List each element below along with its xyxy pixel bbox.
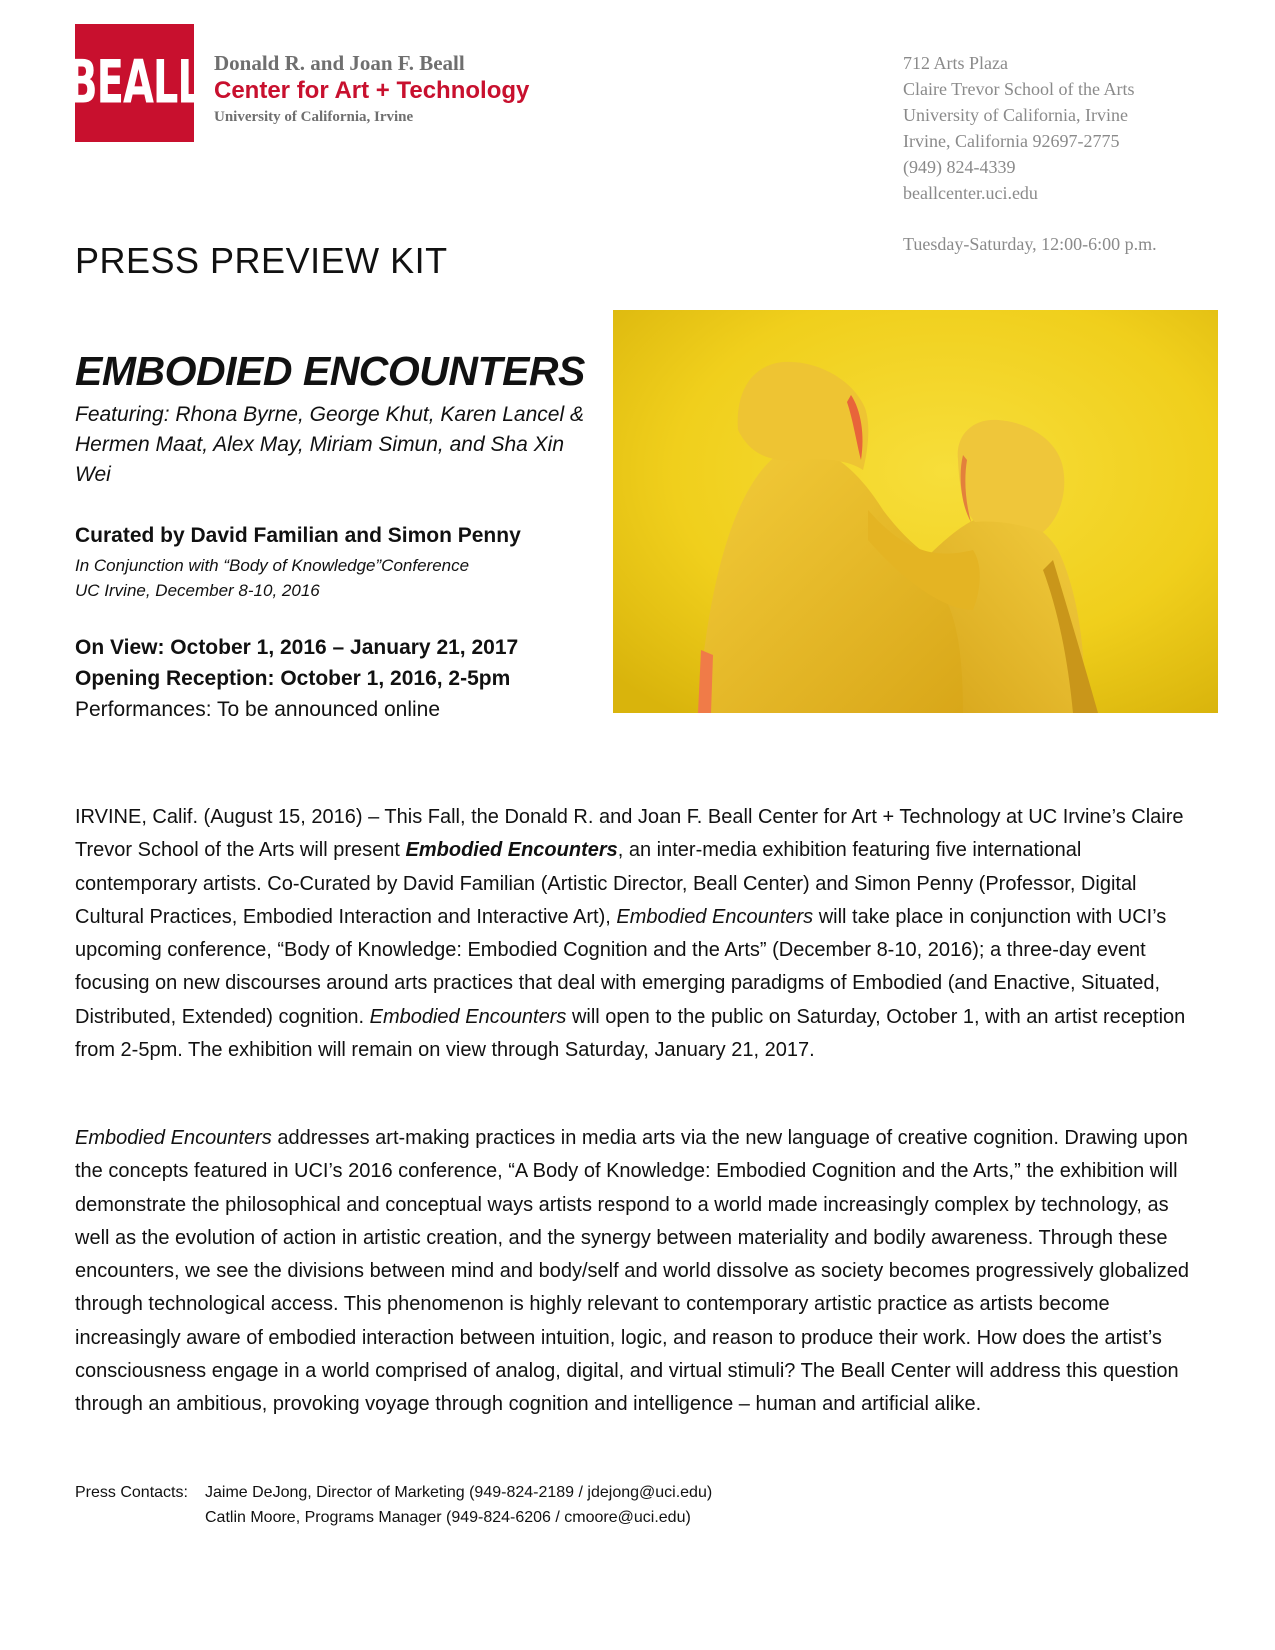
org-line-1: Donald R. and Joan F. Beall — [214, 51, 465, 75]
emphasis-text: Embodied Encounters — [616, 905, 814, 928]
page-title: PRESS PREVIEW KIT — [75, 240, 448, 281]
dates-block — [75, 632, 518, 725]
paragraph-text: , an inter-media exhibition featuring five international contemporary artists. Co-Curated by David Familian (Artistic Director, Beall Center) and Simon Penny (Professor, Digital Cultural Practices, Embodied Interaction and Interactive Art), — [75, 839, 1137, 928]
org-line-3: University of California, Irvine — [214, 109, 414, 125]
performances: Performances: To be announced online — [75, 698, 441, 721]
logo-text: BEALL — [67, 48, 202, 118]
address-line: 712 Arts Plaza — [903, 53, 1008, 73]
beall-logo — [67, 24, 202, 142]
curators: Curated by David Familian and Simon Penny — [75, 524, 521, 547]
contact-line: Jaime DeJong, Director of Marketing (949-824-2189 / jdejong@uci.edu) — [205, 1484, 713, 1501]
emphasis-text: Embodied Encounters — [75, 1127, 272, 1149]
exhibition-title: EMBODIED ENCOUNTERS — [75, 348, 585, 394]
address-line: University of California, Irvine — [903, 105, 1128, 125]
paragraph-text: will open to the public on Saturday, October 1, with an artist reception from 2-5pm. The exhibition will remain on view through Saturday, January 21, 2017. — [75, 1005, 1186, 1062]
paragraph-text: will take place in conjunction with UCI’s upcoming conference, “Body of Knowledge: Embodied Cognition and the Arts” (December 8-10, 2016); a three-day event focusing on new discourses around arts practices that deal with emerging paradigms of Embodied (and Enactive, Situated, Distributed, Extended) cognition. — [75, 905, 1167, 1028]
paragraph-text: IRVINE, Calif. (August 15, 2016) – This Fall, the Donald R. and Joan F. Beall Center for Art + Technology at UC Irvine’s Claire Trevor School of the Arts will present — [75, 806, 1184, 862]
opening-hours: Tuesday-Saturday, 12:00-6:00 p.m. — [903, 234, 1157, 254]
conference-dates: UC Irvine, December 8-10, 2016 — [75, 581, 320, 600]
paragraph-text: addresses art-making practices in media arts via the new language of creative cognition. Drawing upon the concepts featured in UCI’s 2016 conference, “A Body of Knowledge: Embodied Cognition and the Arts,” the exhibition will demonstrate the philosophical and conceptual ways artists respond to a world made increasingly complex by technology, as well as the evolution of action in artistic creation, and the synergy between materiality and bodily awareness. Through these encounters, we see the divisions between mind and body/self and world dissolve as society becomes progressively globalized through technological access. This phenomenon is highly relevant to contemporary artistic practice as artists become increasingly aware of embodied interaction between intuition, logic, and reason to produce their work. How does the artist’s consciousness engage in a world comprised of analog, digital, and virtual stimuli? The Beall Center will address this question through an ambitious, provoking voyage through cognition and intelligence – human and artificial alike. — [75, 1127, 1189, 1416]
press-contacts-label: Press Contacts: — [75, 1484, 188, 1501]
org-name — [214, 50, 529, 128]
body-paragraph-1 — [75, 801, 1205, 1067]
website-link[interactable]: beallcenter.uci.edu — [903, 183, 1038, 203]
emphasis-text: Embodied Encounters — [405, 839, 618, 862]
opening-reception: Opening Reception: October 1, 2016, 2-5pm — [75, 667, 511, 690]
contact-line: Catlin Moore, Programs Manager (949-824-6206 / cmoore@uci.edu) — [205, 1509, 691, 1526]
org-line-2: Center for Art + Technology — [214, 77, 530, 104]
conference-info — [75, 553, 469, 603]
phone-number: (949) 824-4339 — [903, 157, 1016, 177]
featured-artists: Featuring: Rhona Byrne, George Khut, Karen Lancel & Hermen Maat, Alex May, Miriam Simun, and Sha Xin Wei — [75, 403, 584, 486]
body-paragraph-2 — [75, 1122, 1205, 1422]
conference-name: In Conjunction with “Body of Knowledge”Conference — [75, 556, 470, 575]
on-view-dates: On View: October 1, 2016 – January 21, 2017 — [75, 636, 519, 659]
emphasis-text: Embodied Encounters — [369, 1005, 567, 1028]
address-line: Irvine, California 92697-2775 — [903, 131, 1120, 151]
address-line: Claire Trevor School of the Arts — [903, 79, 1135, 99]
address-block — [903, 50, 1135, 206]
exhibition-photo — [613, 310, 1218, 713]
